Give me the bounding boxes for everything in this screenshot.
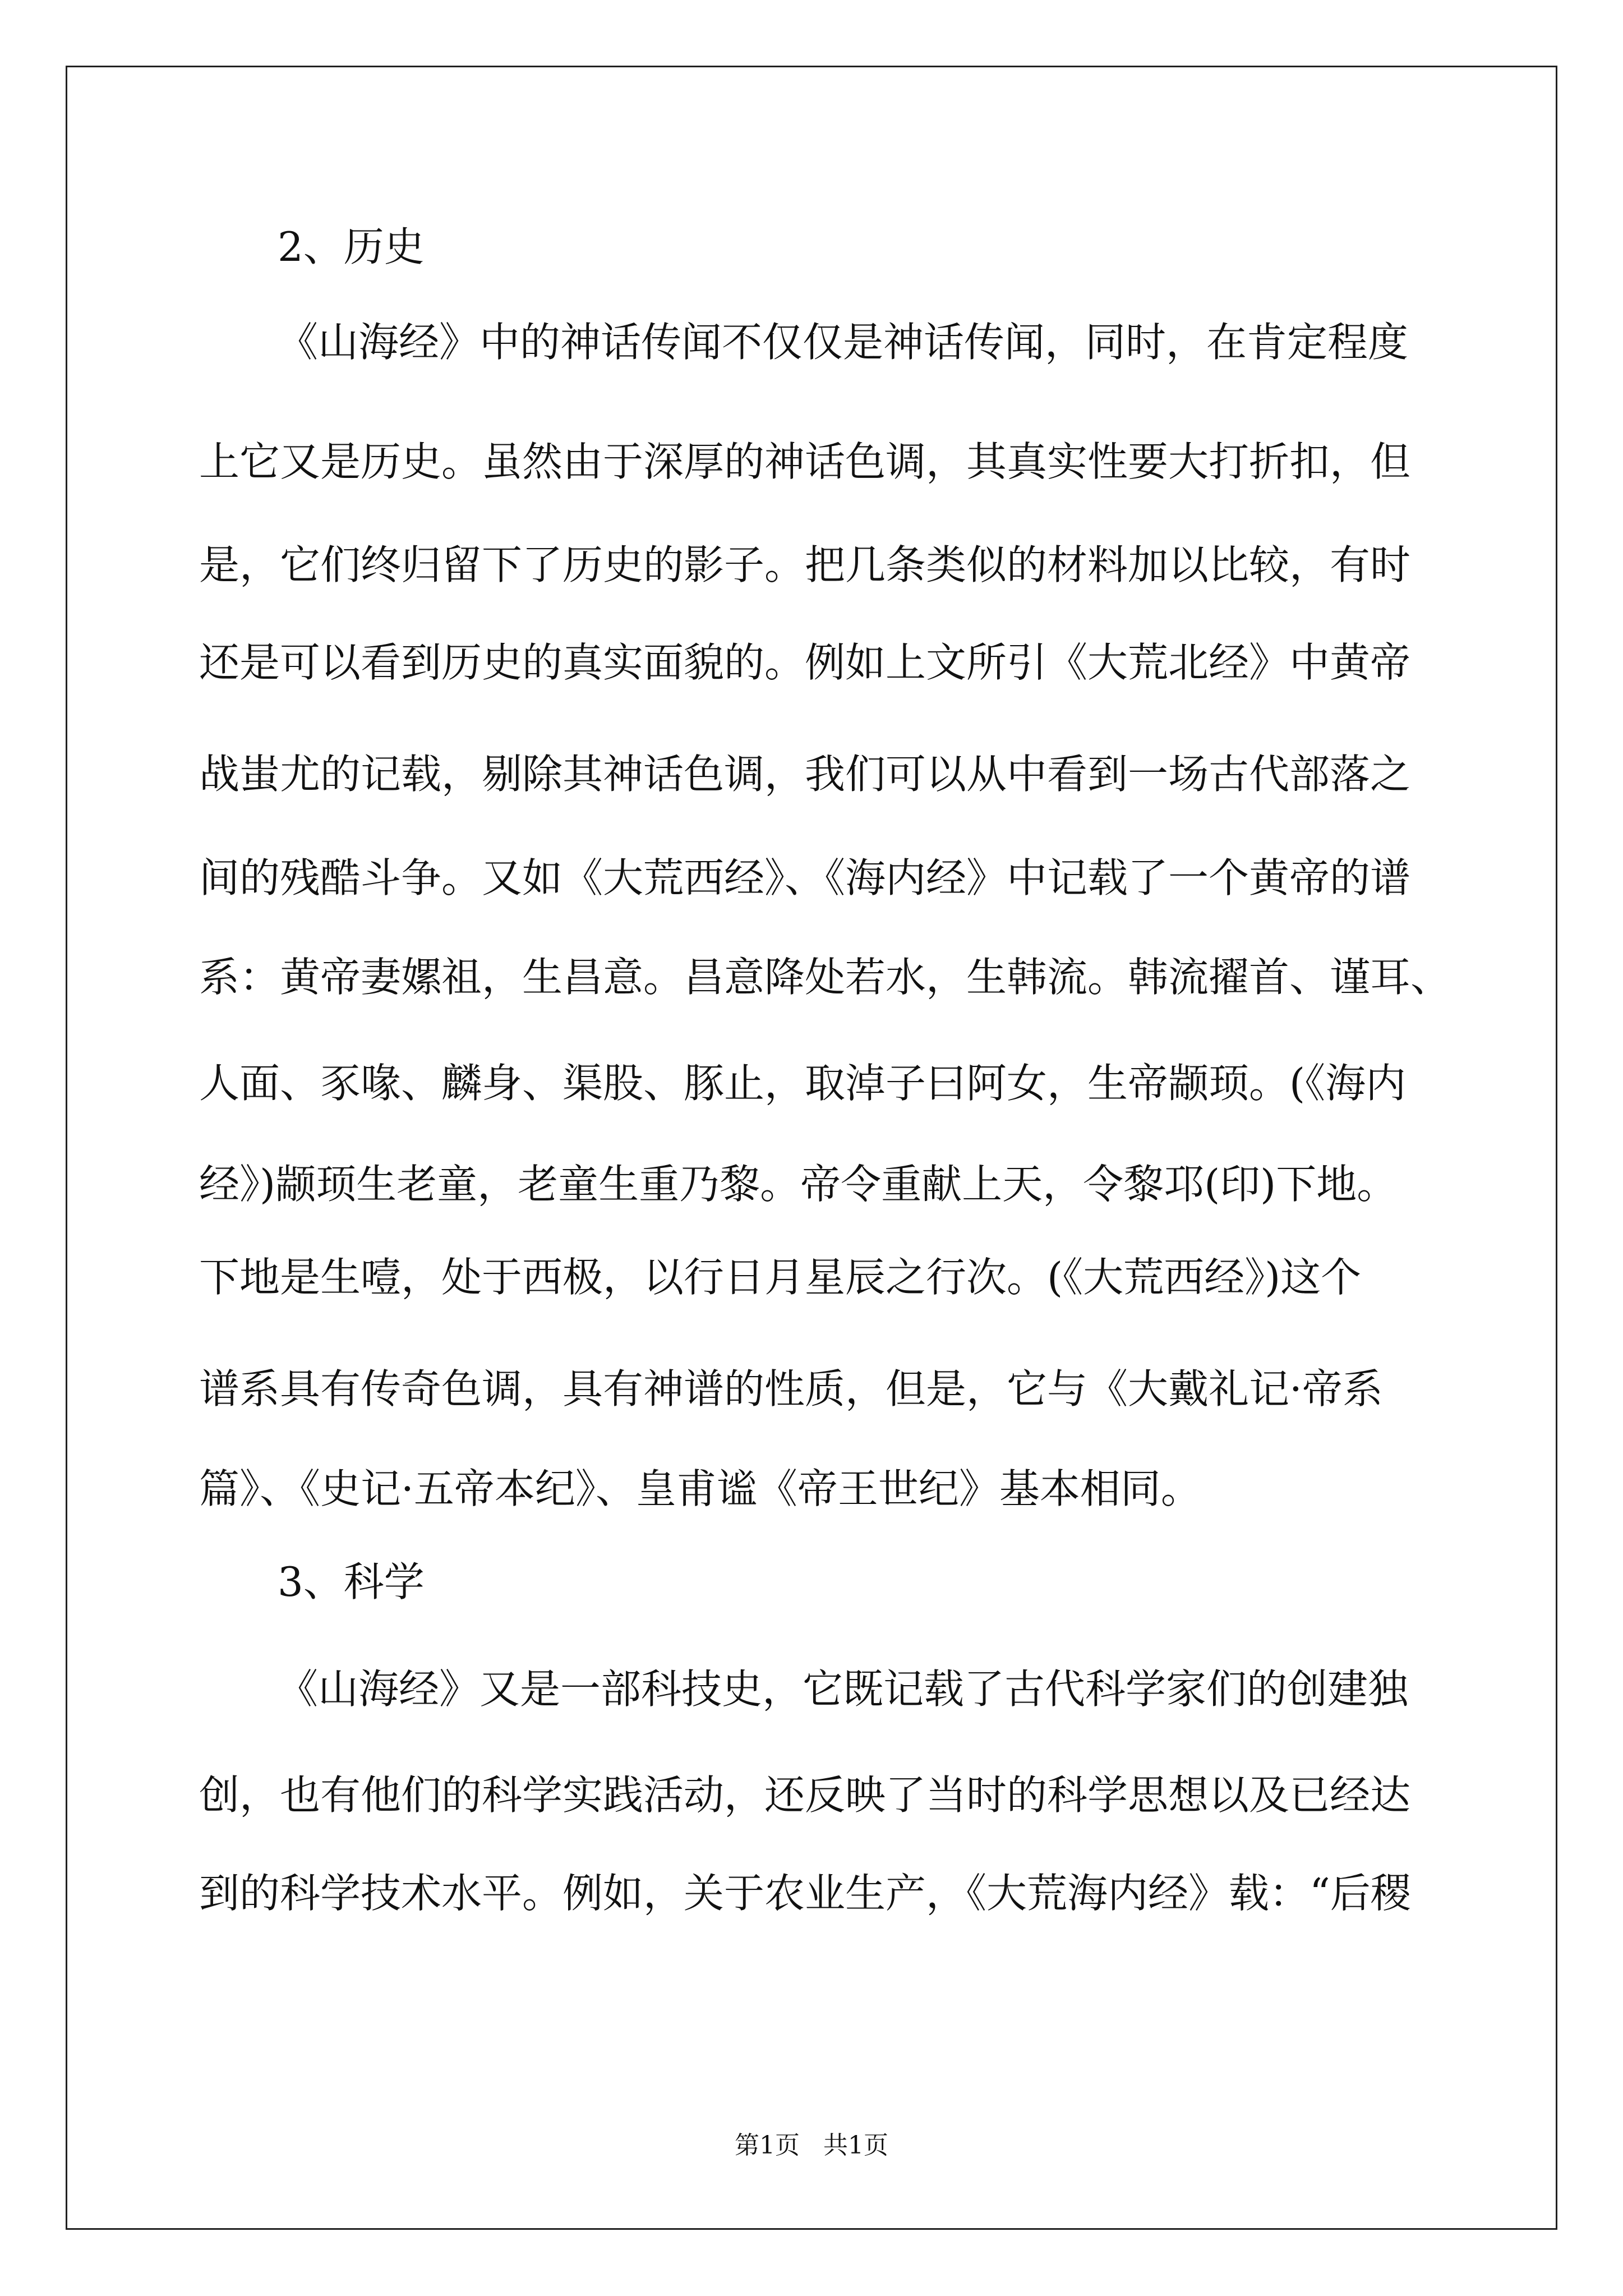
paragraph-line: 战蚩尤的记载，剔除其神话色调，我们可以从中看到一场古代部落之: [199, 751, 1411, 798]
paragraph-line: 经》)颛顼生老童，老童生重乃黎。帝令重献上天，令黎邛(印)下地。: [199, 1161, 1398, 1208]
paragraph-line: 下地是生噎，处于西极，以行日月星辰之行次。(《大荒西经》)这个: [199, 1254, 1362, 1301]
paragraph-line: 到的科学技术水平。例如，关于农业生产，《大荒海内经》载：“后稷: [199, 1870, 1411, 1917]
paragraph-line: 是，它们终归留下了历史的影子。把几条类似的材料加以比较，有时: [199, 541, 1411, 588]
paragraph-line: 《山海经》又是一部科技史，它既记载了古代科学家们的创建独: [278, 1665, 1409, 1713]
paragraph-line: 篇》、《史记·五帝本纪》、皇甫谧《帝王世纪》基本相同。: [199, 1465, 1201, 1512]
paragraph-line: 《山海经》中的神话传闻不仅仅是神话传闻，同时，在肯定程度: [278, 319, 1409, 366]
paragraph-line: 创，也有他们的科学实践活动，还反映了当时的科学思想以及已经达: [199, 1772, 1411, 1819]
paragraph-line: 谱系具有传奇色调，具有神谱的性质，但是，它与《大戴礼记·帝系: [199, 1365, 1383, 1412]
paragraph-line: 人面、豕喙、麟身、渠股、豚止，取淖子曰阿女，生帝颛顼。(《海内: [199, 1060, 1407, 1107]
paragraph-line: 间的残酷斗争。又如《大荒西经》、《海内经》中记载了一个黄帝的谱: [199, 854, 1411, 901]
page-number-footer: 第1页 共1页: [735, 2131, 888, 2160]
paragraph-line: 还是可以看到历史的真实面貌的。例如上文所引《大荒北经》中黄帝: [199, 639, 1411, 686]
section-heading-history: 2、历史: [278, 223, 425, 270]
paragraph-line: 上它又是历史。虽然由于深厚的神话色调，其真实性要大打折扣，但: [199, 438, 1411, 485]
paragraph-line: 系：黄帝妻嫘祖，生昌意。昌意降处若水，生韩流。韩流擢首、谨耳、: [199, 954, 1451, 1001]
section-heading-science: 3、科学: [278, 1558, 425, 1605]
